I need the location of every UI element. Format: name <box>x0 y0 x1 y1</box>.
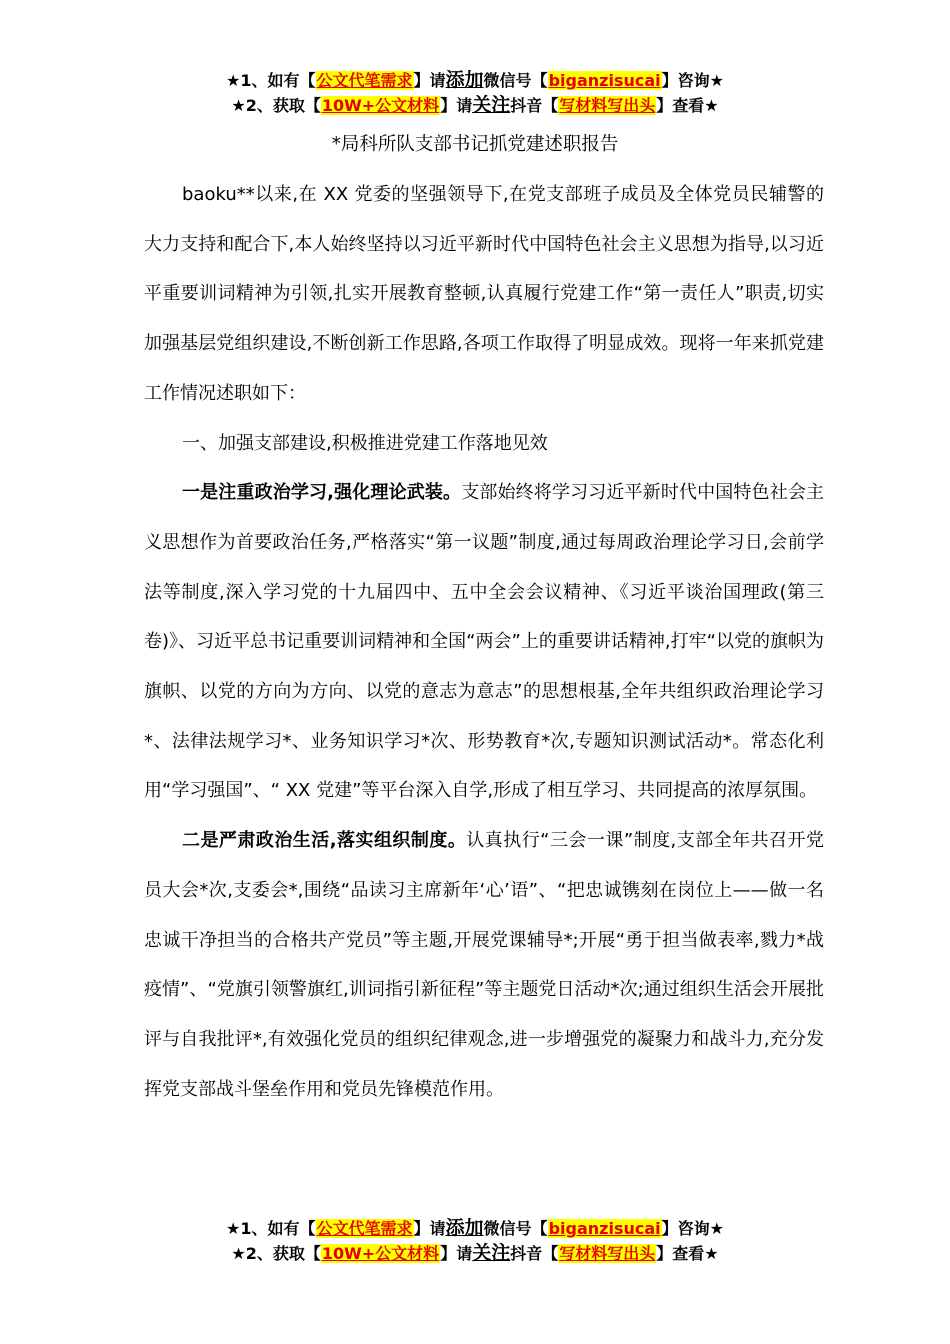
top-banner <box>0 68 950 118</box>
banner-line-1: ★1、如有【公文代笔需求】请添加微信号【biganzisucai】咨询★ <box>226 69 724 91</box>
paragraph-2 <box>144 816 824 1114</box>
document-body <box>144 170 824 1114</box>
banner-line-2: ★2、获取【10W+公文材料】请关注抖音【写材料写出头】查看★ <box>231 1242 719 1264</box>
bottom-banner <box>0 1216 950 1266</box>
highlight-douyin-account: 写材料写出头 <box>559 96 656 115</box>
highlight-wechat-id: biganzisucai <box>548 1219 661 1238</box>
intro-paragraph: baoku**以来,在 XX 党委的坚强领导下,在党支部班子成员及全体党员民辅警的大力支持和配合下,本人始终坚持以习近平新时代中国特色社会主义思想为指导,以习近平重要训词精神为引领,扎实开展教育整顿,认真履行党建工作“第一责任人”职责,切实加强基层党组织建设,不断创新工作思路,各项工作取得了明显成效。现将一年来抓党建工作情况述职如下： <box>144 184 824 404</box>
highlight-materials: 10W+公文材料 <box>321 96 440 115</box>
highlight-service: 公文代笔需求 <box>316 1219 413 1238</box>
paragraph-1-lead: 一是注重政治学习,强化理论武装。 <box>182 482 462 504</box>
banner-line-1: ★1、如有【公文代笔需求】请添加微信号【biganzisucai】咨询★ <box>226 1217 724 1239</box>
highlight-materials: 10W+公文材料 <box>321 1244 440 1263</box>
paragraph-2-body: 认真执行“三会一课”制度,支部全年共召开党员大会*次,支委会*,围绕“品读习主席新年‘心’语”、“把忠诚镌刻在岗位上——做一名忠诚干净担当的合格共产党员”等主题,开展党课辅导*;开展“勇于担当做表率,戮力*战疫情”、“党旗引领警旗红,训词指引新征程”等主题党日活动*次;通过组织生活会开展批评与自我批评*,有效强化党员的组织纪律观念,进一步增强党的凝聚力和战斗力,充分发挥党支部战斗堡垒作用和党员先锋模范作用。 <box>144 830 824 1100</box>
banner-line-2: ★2、获取【10W+公文材料】请关注抖音【写材料写出头】查看★ <box>231 94 719 116</box>
highlight-wechat-id: biganzisucai <box>548 71 661 90</box>
section-heading-1: 一、加强支部建设,积极推进党建工作落地见效 <box>182 432 548 454</box>
highlight-douyin-account: 写材料写出头 <box>559 1244 656 1263</box>
document-title: *局科所队支部书记抓党建述职报告 <box>331 134 619 155</box>
paragraph-1-body: 支部始终将学习习近平新时代中国特色社会主义思想作为首要政治任务,严格落实“第一议题”制度,通过每周政治理论学习日,会前学法等制度,深入学习党的十九届四中、五中全会会议精神、《习近平谈治国理政(第三卷)》、习近平总书记重要训词精神和全国“两会”上的重要讲话精神,打牢“以党的旗帜为旗帜、以党的方向为方向、以党的意志为意志”的思想根基,全年共组织政治理论学习*、法律法规学习*、业务知识学习*次、形势教育*次,专题知识测试活动*。常态化利用“学习强国”、“ XX 党建”等平台深入自学,形成了相互学习、共同提高的浓厚氛围。 <box>144 482 825 802</box>
paragraph-1 <box>144 468 824 816</box>
paragraph-2-lead: 二是严肃政治生活,落实组织制度。 <box>182 830 467 852</box>
highlight-service: 公文代笔需求 <box>316 71 413 90</box>
